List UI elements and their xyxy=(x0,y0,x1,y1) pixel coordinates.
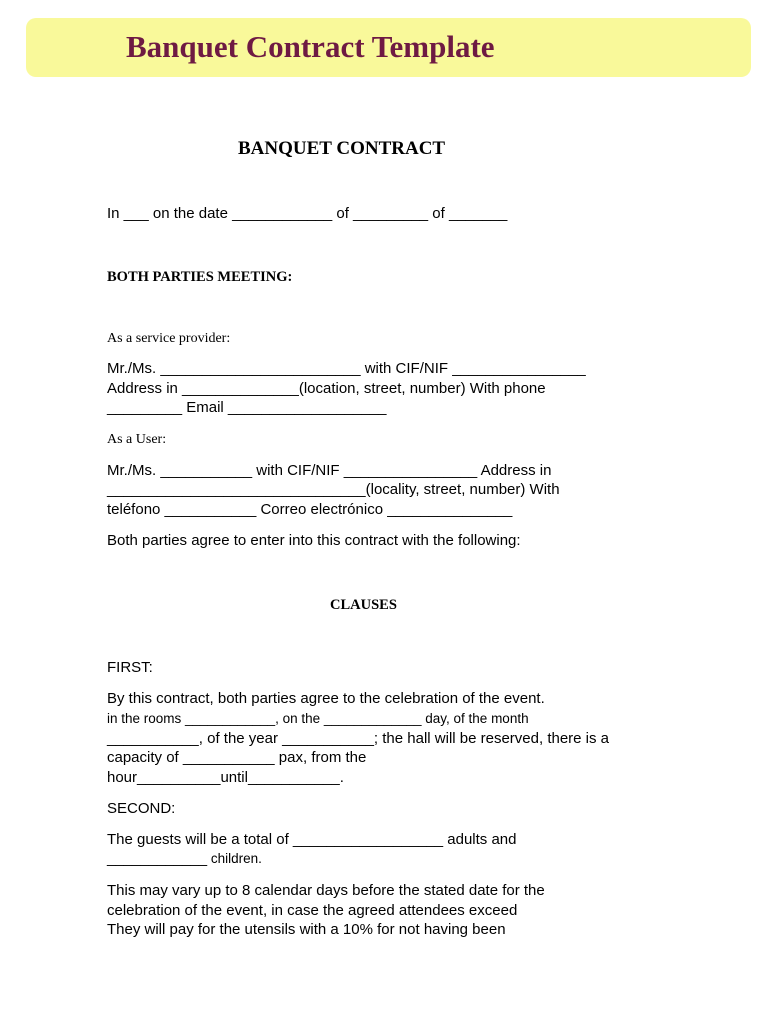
banner-title: Banquet Contract Template xyxy=(126,29,495,64)
date-line: In ___ on the date ____________ of _________ of _______ xyxy=(107,205,508,222)
clauses-heading: CLAUSES xyxy=(330,597,397,613)
user-label: As a User: xyxy=(107,432,167,447)
contract-title: BANQUET CONTRACT xyxy=(238,138,446,159)
first-clause-line: By this contract, both parties agree to the celebration of the event. xyxy=(107,690,545,707)
first-clause-line: ___________, of the year ___________; the hall will be reserved, there is a xyxy=(107,730,610,747)
second-clause-label: SECOND: xyxy=(107,800,176,817)
user-line: teléfono ___________ Correo electrónico _______________ xyxy=(107,501,513,518)
user-line: _______________________________(locality, street, number) With xyxy=(107,481,560,498)
provider-line: Address in ______________(location, street, number) With phone xyxy=(107,380,546,397)
agreement-line: Both parties agree to enter into this contract with the following: xyxy=(107,532,521,549)
provider-line: _________ Email ___________________ xyxy=(107,399,387,416)
first-clause-label: FIRST: xyxy=(107,659,153,676)
parties-heading: BOTH PARTIES MEETING: xyxy=(107,269,293,285)
second-clause-line xyxy=(107,849,262,869)
first-clause-line: in the rooms ____________, on the _____________ day, of the month xyxy=(107,711,529,726)
first-clause-line: hour__________until___________. xyxy=(107,769,344,786)
clause-paragraph-line: celebration of the event, in case the agreed attendees exceed xyxy=(107,902,518,919)
clause-paragraph-line: They will pay for the utensils with a 10% for not having been xyxy=(107,921,506,938)
clause-paragraph-line: This may vary up to 8 calendar days before the stated date for the xyxy=(107,882,545,899)
children-text: children. xyxy=(207,851,262,866)
provider-line: Mr./Ms. ________________________ with CIF/NIF ________________ xyxy=(107,360,586,377)
template-banner xyxy=(26,18,751,77)
provider-label: As a service provider: xyxy=(107,331,231,346)
first-clause-line: capacity of ___________ pax, from the xyxy=(107,749,367,766)
user-line: Mr./Ms. ___________ with CIF/NIF ________________ Address in xyxy=(107,462,552,479)
children-blank: ____________ xyxy=(107,850,208,867)
second-clause-line: The guests will be a total of __________________ adults and xyxy=(107,831,517,848)
